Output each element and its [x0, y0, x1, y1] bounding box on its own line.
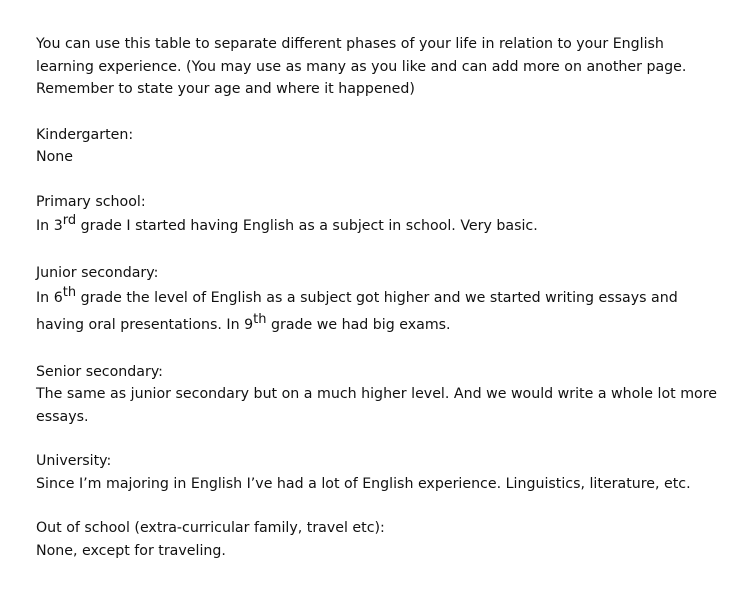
document-page: [36, 33, 726, 584]
section-text-out-of-school: None, except for traveling.: [36, 542, 226, 559]
section-out-of-school: [36, 517, 726, 562]
junior-ordinal-number-2: 9: [244, 316, 254, 333]
section-text-kindergarten: None: [36, 149, 74, 165]
primary-text-pre: In: [36, 218, 54, 234]
primary-ordinal-suffix: rd: [62, 213, 77, 228]
section-junior-secondary: [36, 262, 726, 339]
section-heading-senior-secondary: Senior secondary:: [36, 363, 163, 380]
primary-ordinal-number: 3: [53, 218, 63, 234]
section-senior-secondary: [36, 361, 726, 429]
section-heading-junior-secondary: Junior secondary:: [36, 265, 159, 281]
section-heading-kindergarten: Kindergarten:: [36, 126, 134, 143]
junior-text-post: grade we had big exams.: [266, 316, 451, 333]
section-text-primary-school: [36, 213, 726, 240]
junior-ordinal-number-1: 6: [53, 289, 63, 306]
section-kindergarten: [36, 124, 726, 169]
section-heading-primary-school: Primary school:: [36, 193, 146, 210]
section-primary-school: [36, 191, 726, 241]
section-heading-university: University:: [36, 453, 112, 469]
junior-ordinal-suffix-2: th: [253, 311, 267, 327]
intro-paragraph: You can use this table to separate different phases of your life in relation to your English learning experience. (You may use as many as you like and can add more on another page. Remember to state your age and where it happened): [36, 36, 687, 97]
section-university: [36, 450, 726, 495]
section-text-junior-secondary: [36, 285, 726, 339]
section-text-university: Since I’m majoring in English I’ve had a lot of English experience. Linguistics, literature, etc.: [36, 475, 691, 492]
junior-text-pre: In: [36, 289, 54, 306]
junior-ordinal-suffix-1: th: [62, 284, 77, 300]
section-heading-out-of-school: Out of school (extra-curricular family, travel etc):: [36, 520, 385, 536]
primary-text-post: grade I started having English as a subject in school. Very basic.: [76, 218, 538, 234]
junior-text-mid: grade the level of English as a subject got higher and we started writing essays and having oral presentations. In: [36, 289, 678, 333]
section-text-senior-secondary: The same as junior secondary but on a much higher level. And we would write a whole lot more essays.: [36, 386, 717, 425]
